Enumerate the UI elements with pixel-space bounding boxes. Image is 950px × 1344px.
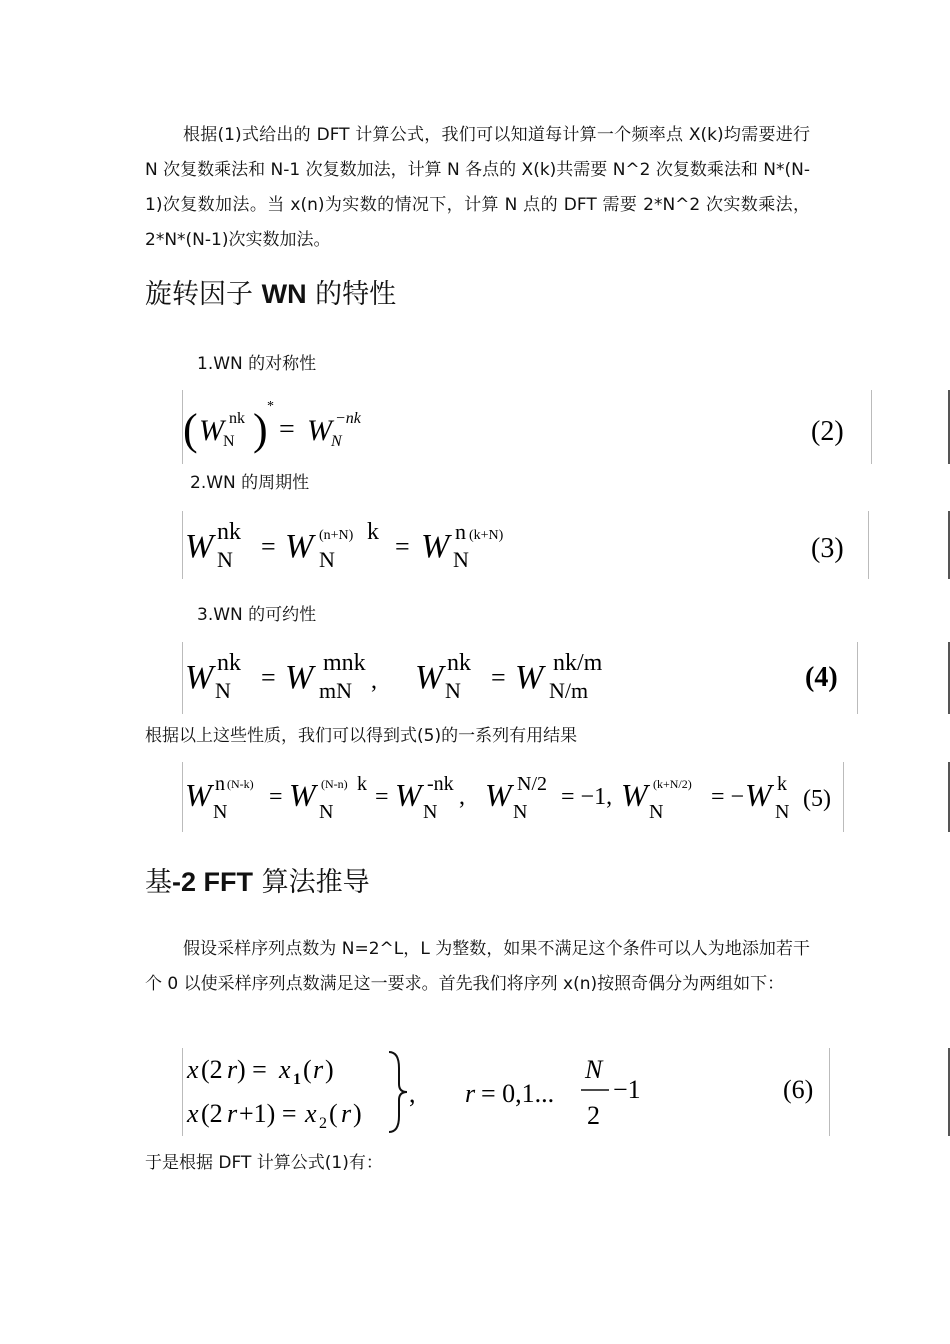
svg-text:2: 2 xyxy=(319,1115,327,1132)
svg-text:,: , xyxy=(371,668,377,694)
svg-text:W: W xyxy=(421,528,450,565)
svg-text:=: = xyxy=(261,663,276,692)
svg-text:=: = xyxy=(279,414,295,445)
svg-text:−1: −1 xyxy=(613,1075,641,1104)
svg-text:W: W xyxy=(199,414,224,447)
svg-text:): ) xyxy=(253,405,268,454)
svg-text:(: ( xyxy=(303,1055,312,1084)
svg-text:(: ( xyxy=(329,1099,338,1128)
svg-text:W: W xyxy=(185,528,214,565)
svg-text:N: N xyxy=(513,801,528,823)
svg-text:nk: nk xyxy=(229,410,245,427)
equation-5 xyxy=(182,762,844,832)
dft-formula-intro: 于是根据 DFT 计算公式(1)有： xyxy=(145,1153,383,1173)
symmetry-label: 1.WN 的对称性 xyxy=(197,354,317,374)
equation-6 xyxy=(182,1048,830,1136)
svg-text:-nk: -nk xyxy=(427,773,454,795)
svg-text:,: , xyxy=(409,1079,416,1108)
svg-text:(2: (2 xyxy=(201,1055,223,1084)
svg-text:k: k xyxy=(357,773,367,795)
svg-text:W: W xyxy=(415,659,444,696)
svg-text:W: W xyxy=(515,659,544,696)
svg-text:N: N xyxy=(585,1055,603,1084)
eq3-number: (3) xyxy=(811,533,844,564)
eq4-number: (4) xyxy=(805,662,838,693)
heading-twiddle-factor xyxy=(145,276,396,313)
svg-text:+1) =: +1) = xyxy=(239,1099,297,1128)
svg-text:W: W xyxy=(185,659,214,696)
svg-text:W: W xyxy=(289,777,316,813)
reducibility-label: 3.WN 的可约性 xyxy=(197,605,317,625)
svg-text:=: = xyxy=(269,784,283,810)
svg-text:W: W xyxy=(745,777,772,813)
svg-text:r: r xyxy=(465,1079,476,1108)
svg-text:=: = xyxy=(375,784,389,810)
svg-text:N: N xyxy=(319,801,334,823)
heading-twiddle-pre: 旋转因子 xyxy=(145,279,262,310)
svg-text:n: n xyxy=(215,773,225,795)
svg-text:(k+N/2): (k+N/2) xyxy=(653,777,692,791)
svg-text:1: 1 xyxy=(293,1071,301,1088)
eq6-number: (6) xyxy=(783,1075,814,1104)
svg-text:2: 2 xyxy=(587,1101,600,1130)
svg-text:N: N xyxy=(215,678,231,703)
svg-text:= −1,: = −1, xyxy=(561,784,613,810)
svg-text:): ) xyxy=(325,1055,334,1084)
svg-text:N: N xyxy=(213,801,228,823)
svg-text:(k+N): (k+N) xyxy=(469,528,504,543)
svg-text:=: = xyxy=(491,663,506,692)
heading-radix2-pre: 基 xyxy=(145,867,172,898)
svg-text:N: N xyxy=(453,547,469,572)
svg-text:(N-k): (N-k) xyxy=(227,777,254,791)
svg-text:N: N xyxy=(319,547,335,572)
sampling-paragraph: 假设采样序列点数为 N=2^L，L 为整数，如果不满足这个条件可以人为地添加若干个 0 以使采样序列点数满足这一要求。首先我们将序列 x(n)按照奇偶分为两组如下： xyxy=(145,939,810,994)
svg-text:−nk: −nk xyxy=(335,410,361,427)
svg-text:mnk: mnk xyxy=(323,650,366,676)
heading-radix2-bold: -2 FFT xyxy=(172,867,253,897)
svg-text:W: W xyxy=(285,659,314,696)
svg-text:= 0,1...: = 0,1... xyxy=(481,1079,555,1108)
results-intro: 根据以上这些性质，我们可以得到式(5)的一系列有用结果 xyxy=(145,726,578,746)
svg-text:N: N xyxy=(223,433,235,450)
eq5-number: (5) xyxy=(803,786,831,812)
svg-text:W: W xyxy=(185,777,212,813)
svg-text:N: N xyxy=(331,433,342,450)
svg-text:(n+N): (n+N) xyxy=(319,528,354,543)
svg-text:N: N xyxy=(445,678,461,703)
svg-text:x: x xyxy=(279,1055,291,1084)
eq2-number: (2) xyxy=(811,416,844,447)
svg-text:N: N xyxy=(217,547,233,572)
intro-paragraph: 根据(1)式给出的 DFT 计算公式，我们可以知道每计算一个频率点 X(k)均需要进行 N 次复数乘法和 N-1 次复数加法，计算 N 各点的 X(k)共需要 N^2 次复数乘法和 N*(N-1)次复数加法。当 x(n)为实数的情况下，计算 N 点的 DFT 需要 2*N^2 次实数乘法，2*N*(N-1)次实数加法。 xyxy=(145,125,810,250)
svg-text:=: = xyxy=(261,532,276,561)
equation-2 xyxy=(182,390,872,464)
svg-text:W: W xyxy=(307,414,332,447)
svg-text:*: * xyxy=(267,399,274,414)
svg-text:r: r xyxy=(313,1055,324,1084)
heading-radix2-fft xyxy=(145,864,370,901)
svg-text:k: k xyxy=(777,773,787,795)
svg-text:k: k xyxy=(367,519,379,545)
svg-text:N: N xyxy=(775,801,790,823)
svg-text:N: N xyxy=(423,801,438,823)
svg-text:(N-n): (N-n) xyxy=(321,777,348,791)
svg-text:): ) xyxy=(353,1099,362,1128)
heading-radix2-post: 算法推导 xyxy=(253,867,370,898)
svg-text:W: W xyxy=(395,777,422,813)
svg-text:mN: mN xyxy=(319,678,352,703)
svg-text:(2: (2 xyxy=(201,1099,223,1128)
svg-text:N/2: N/2 xyxy=(517,773,547,795)
svg-text:x: x xyxy=(305,1099,317,1128)
svg-text:nk: nk xyxy=(217,519,241,545)
svg-text:r: r xyxy=(227,1055,238,1084)
svg-text:W: W xyxy=(285,528,314,565)
svg-text:W: W xyxy=(621,777,648,813)
svg-text:,: , xyxy=(459,784,465,810)
svg-text:n: n xyxy=(455,519,466,544)
svg-text:(: ( xyxy=(183,405,198,454)
heading-twiddle-bold: WN xyxy=(261,279,307,309)
svg-text:N: N xyxy=(649,801,664,823)
svg-text:nk: nk xyxy=(217,650,241,676)
heading-twiddle-post: 的特性 xyxy=(306,279,397,310)
svg-text:= −: = − xyxy=(711,784,745,810)
equation-3 xyxy=(182,511,869,579)
svg-text:x: x xyxy=(187,1099,199,1128)
svg-text:r: r xyxy=(341,1099,352,1128)
svg-text:) =: ) = xyxy=(237,1055,267,1084)
equation-4 xyxy=(182,642,858,714)
svg-text:r: r xyxy=(227,1099,238,1128)
periodicity-label: 2.WN 的周期性 xyxy=(190,473,310,493)
svg-text:nk/m: nk/m xyxy=(553,650,603,676)
svg-text:nk: nk xyxy=(447,650,471,676)
svg-text:=: = xyxy=(395,532,410,561)
svg-text:W: W xyxy=(485,777,512,813)
svg-text:N/m: N/m xyxy=(549,678,589,703)
svg-text:x: x xyxy=(187,1055,199,1084)
